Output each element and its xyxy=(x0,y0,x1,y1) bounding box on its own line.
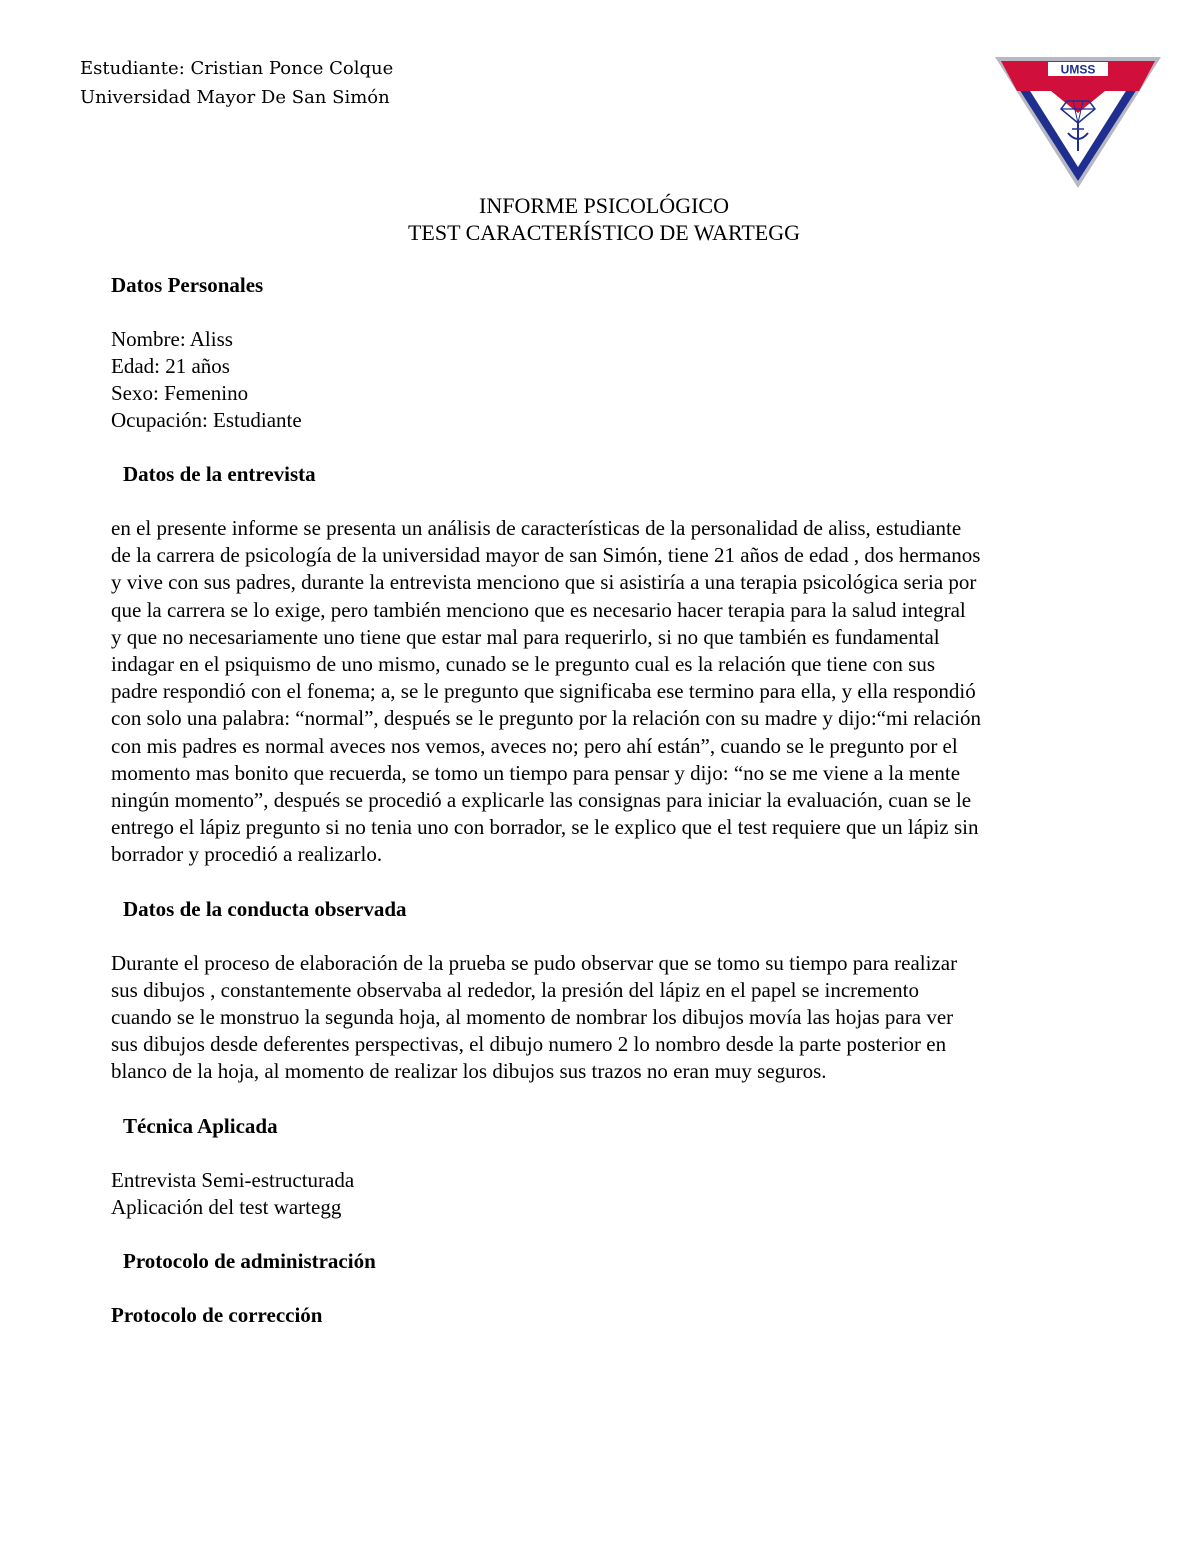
report-body xyxy=(111,272,1091,1329)
logo-text: UMSS xyxy=(1060,62,1096,77)
paragraph-line: entrego el lápiz pregunto si no tenia uno con borrador, se le explico que el test requiere que un lápiz sin xyxy=(111,815,979,840)
paragraph-line: de la carrera de psicología de la universidad mayor de san Simón, tiene 21 años de edad , dos hermanos xyxy=(111,543,981,568)
field-name: Nombre: Aliss xyxy=(111,327,233,351)
paragraph-line: momento mas bonito que recuerda, se tomo un tiempo para pensar y dijo: “no se me viene a la mente xyxy=(111,760,961,785)
paragraph-line: y que no necesariamente uno tiene que estar mal para requerirlo, si no que también es fundamental xyxy=(111,624,940,649)
field-occupation: Ocupación: Estudiante xyxy=(111,408,302,432)
technique-item: Entrevista Semi-estructurada xyxy=(111,1167,355,1192)
interview-paragraph xyxy=(111,515,1091,869)
paragraph-line: con mis padres es normal aveces nos vemos, aveces no; pero ahí están”, cuando se le pregunto por el xyxy=(111,733,958,758)
technique-item: Aplicación del test wartegg xyxy=(111,1194,342,1219)
university-name: Universidad Mayor De San Simón xyxy=(80,87,390,108)
paragraph-line: sus dibujos desde deferentes perspectivas, el dibujo numero 2 lo nombro desde la parte posterior en xyxy=(111,1032,947,1057)
paragraph-line: sus dibujos , constantemente observaba al rededor, la presión del lápiz en el papel se incremento xyxy=(111,977,919,1002)
paragraph-line: con solo una palabra: “normal”, después se le pregunto por la relación con su madre y dijo:“mi relación xyxy=(111,706,982,731)
report-title: INFORME PSICOLÓGICO xyxy=(479,193,729,218)
umss-logo xyxy=(993,55,1163,190)
heading-interview: Datos de la entrevista xyxy=(123,462,316,486)
paragraph-line: cuando se le monstruo la segunda hoja, al momento de nombrar los dibujos movía las hojas para ver xyxy=(111,1005,954,1030)
paragraph-line: ningún momento”, después se procedió a explicarle las consignas para iniciar la evaluación, cuan se le xyxy=(111,788,972,813)
report-subtitle: TEST CARACTERÍSTICO DE WARTEGG xyxy=(407,220,801,245)
heading-technique: Técnica Aplicada xyxy=(123,1113,278,1138)
heading-personal-data: Datos Personales xyxy=(111,273,264,297)
paragraph-line: blanco de la hoja, al momento de realizar los dibujos sus trazos no eran muy seguros. xyxy=(111,1059,827,1084)
field-sex: Sexo: Femenino xyxy=(111,381,249,405)
paragraph-line: en el presente informe se presenta un análisis de características de la personalidad de aliss, estudiante xyxy=(111,516,962,540)
heading-administration-protocol: Protocolo de administración xyxy=(123,1248,376,1273)
heading-correction-protocol: Protocolo de corrección xyxy=(111,1302,323,1327)
heading-behavior: Datos de la conducta observada xyxy=(123,896,407,921)
paragraph-line: padre respondió con el fonema; a, se le pregunto que significaba ese termino para ella, y ella respondió xyxy=(111,679,976,704)
paragraph-line: que la carrera se lo exige, pero también menciono que es necesario hacer terapia para la salud integral xyxy=(111,597,966,622)
field-age: Edad: 21 años xyxy=(111,354,230,378)
paragraph-line: y vive con sus padres, durante la entrevista menciono que si asistiría a una terapia psicológica seria por xyxy=(111,570,977,595)
behavior-paragraph xyxy=(111,950,1091,1086)
student-name: Estudiante: Cristian Ponce Colque xyxy=(80,58,394,79)
paragraph-line: borrador y procedió a realizarlo. xyxy=(111,842,383,867)
paragraph-line: indagar en el psiquismo de uno mismo, cunado se le pregunto cual es la relación que tiene con sus xyxy=(111,652,936,677)
paragraph-line: Durante el proceso de elaboración de la prueba se pudo observar que se tomo su tiempo para realizar xyxy=(111,950,958,975)
